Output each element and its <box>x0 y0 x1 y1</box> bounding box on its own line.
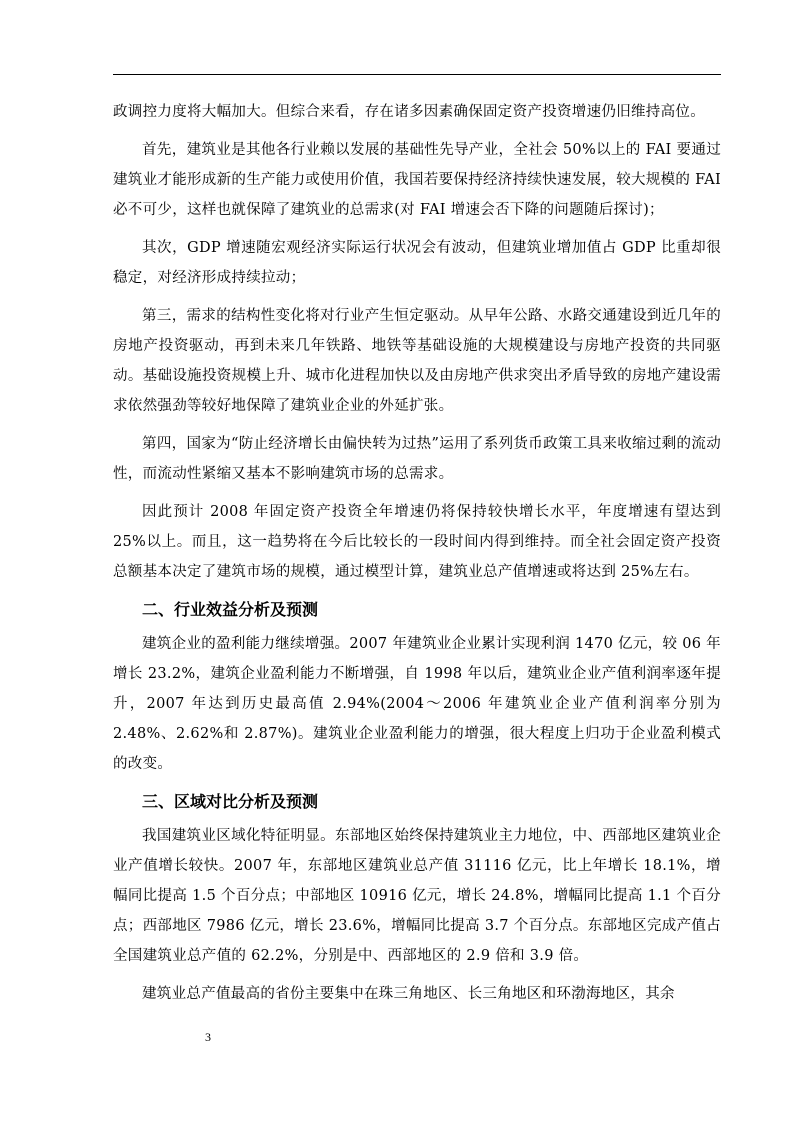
paragraph-third-reason: 第三，需求的结构性变化将对行业产生恒定驱动。从早年公路、水路交通建设到近几年的房地产投资驱动，再到未来几年铁路、地铁等基础设施的大规模建设与房地产投资的共同驱动。基础设施投资规模上升、城市化进程加快以及由房地产供求突出矛盾导致的房地产建设需求依然强劲等较好地保障了建筑业企业的外延扩张。 <box>113 308 721 414</box>
page-number: 3 <box>205 1030 211 1044</box>
paragraph-second-reason: 其次，GDP 增速随宏观经济实际运行状况会有波动，但建筑业增加值占 GDP 比重却很稳定，对经济形成持续拉动； <box>113 240 721 286</box>
paragraph-profitability: 建筑企业的盈利能力继续增强。2007 年建筑业企业累计实现利润 1470 亿元，较 06 年增长 23.2%，建筑企业盈利能力不断增强，自 1998 年以后，建筑业企业产值利润率逐年提升，2007 年达到历史最高值 2.94%(2004～2006 年建筑业企业产值利润率分别为 2.48%、2.62%和 2.87%)。建筑业企业盈利能力的增强，很大程度上归功于企业盈利模式的改变。 <box>113 636 721 772</box>
paragraph-forecast: 因此预计 2008 年固定资产投资全年增速仍将保持较快增长水平，年度增速有望达到 25%以上。而且，这一趋势将在今后比较长的一段时间内得到维持。而全社会固定资产投资总额基本决定了建筑市场的规模，通过模型计算，建筑业总产值增速或将达到 25%左右。 <box>113 504 721 580</box>
paragraph-provinces: 建筑业总产值最高的省份主要集中在珠三角地区、长三角地区和环渤海地区，其余 <box>142 986 675 1002</box>
section-heading-profitability: 二、行业效益分析及预测 <box>142 600 319 619</box>
paragraph-fourth-reason: 第四，国家为“防止经济增长由偏快转为过热”运用了系列货币政策工具来收缩过剩的流动性，而流动性紧缩又基本不影响建筑市场的总需求。 <box>113 436 721 482</box>
body-text <box>113 97 721 1017</box>
section-heading-regional: 三、区域对比分析及预测 <box>142 792 319 811</box>
paragraph-first-reason: 首先，建筑业是其他各行业赖以发展的基础性先导产业，全社会 50%以上的 FAI 要通过建筑业才能形成新的生产能力或使用价值，我国若要保持经济持续快速发展，较大规模的 FAI 必不可少，这样也就保障了建筑业的总需求(对 FAI 增速会否下降的问题随后探讨)； <box>113 142 722 218</box>
header-rule <box>113 74 721 75</box>
paragraph-continuation: 政调控力度将大幅加大。但综合来看，存在诸多因素确保固定资产投资增速仍旧维持高位。 <box>113 104 705 120</box>
paragraph-regional: 我国建筑业区域化特征明显。东部地区始终保持建筑业主力地位，中、西部地区建筑业企业产值增长较快。2007 年，东部地区建筑业总产值 31116 亿元，比上年增长 18.1%，增幅同比提高 1.5 个百分点；中部地区 10916 亿元，增长 24.8%，增幅同比提高 1.1 个百分点；西部地区 7986 亿元，增长 23.6%，增幅同比提高 3.7 个百分点。东部地区完成产值占全国建筑业总产值的 62.2%，分别是中、西部地区的 2.9 倍和 3.9 倍。 <box>113 828 721 964</box>
